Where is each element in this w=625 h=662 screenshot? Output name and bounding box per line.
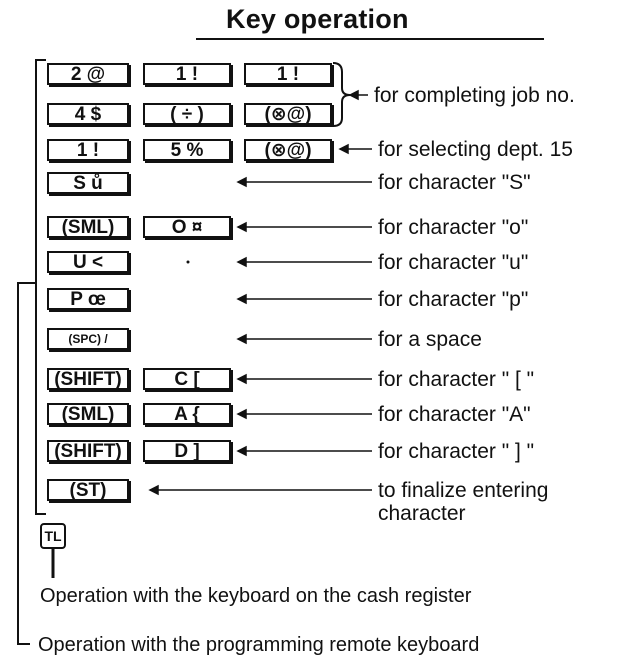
- key-shift: (SHIFT): [47, 440, 129, 462]
- page-title: Key operation: [226, 4, 409, 34]
- row-label: for a space: [378, 328, 482, 351]
- row-label: for character "p": [378, 288, 529, 311]
- key-4-dollar: 4 $: [47, 103, 129, 125]
- footnote-register: Operation with the keyboard on the cash register: [40, 585, 472, 607]
- key-p: P œ: [47, 288, 129, 310]
- row-label: for character "u": [378, 251, 529, 274]
- footnote-remote: Operation with the programming remote keyboard: [38, 634, 480, 656]
- key-a: A {: [143, 403, 231, 425]
- key-d: D ]: [143, 440, 231, 462]
- row-label: for selecting dept. 15: [378, 138, 573, 161]
- key-enter: (⊗@): [244, 139, 332, 161]
- key-enter: (⊗@): [244, 103, 332, 125]
- row-label-continued: character: [378, 502, 466, 525]
- key-divide: ( ÷ ): [143, 103, 231, 125]
- row-label: for character " ] ": [378, 440, 535, 463]
- key-1-exclaim: 1 !: [244, 63, 332, 85]
- key-1-exclaim: 1 !: [47, 139, 129, 161]
- key-u: U <: [47, 251, 129, 273]
- key-c: C [: [143, 368, 231, 390]
- row-label: to finalize entering: [378, 479, 549, 502]
- key-st: (ST): [47, 479, 129, 501]
- key-sml: (SML): [47, 403, 129, 425]
- key-o: O ¤: [143, 216, 231, 238]
- key-shift: (SHIFT): [47, 368, 129, 390]
- key-spc: (SPC) /: [47, 328, 129, 350]
- job-label: for completing job no.: [374, 84, 575, 107]
- row-label: for character "o": [378, 216, 529, 239]
- key-2-at: 2 @: [47, 63, 129, 85]
- tl-key: TL: [40, 523, 66, 549]
- key-5-percent: 5 %: [143, 139, 231, 161]
- key-s: S ů: [47, 172, 129, 194]
- key-sml: (SML): [47, 216, 129, 238]
- key-1-exclaim: 1 !: [143, 63, 231, 85]
- row-label: for character "A": [378, 403, 531, 426]
- row-label: for character " [ ": [378, 368, 535, 391]
- row-label: for character "S": [378, 171, 531, 194]
